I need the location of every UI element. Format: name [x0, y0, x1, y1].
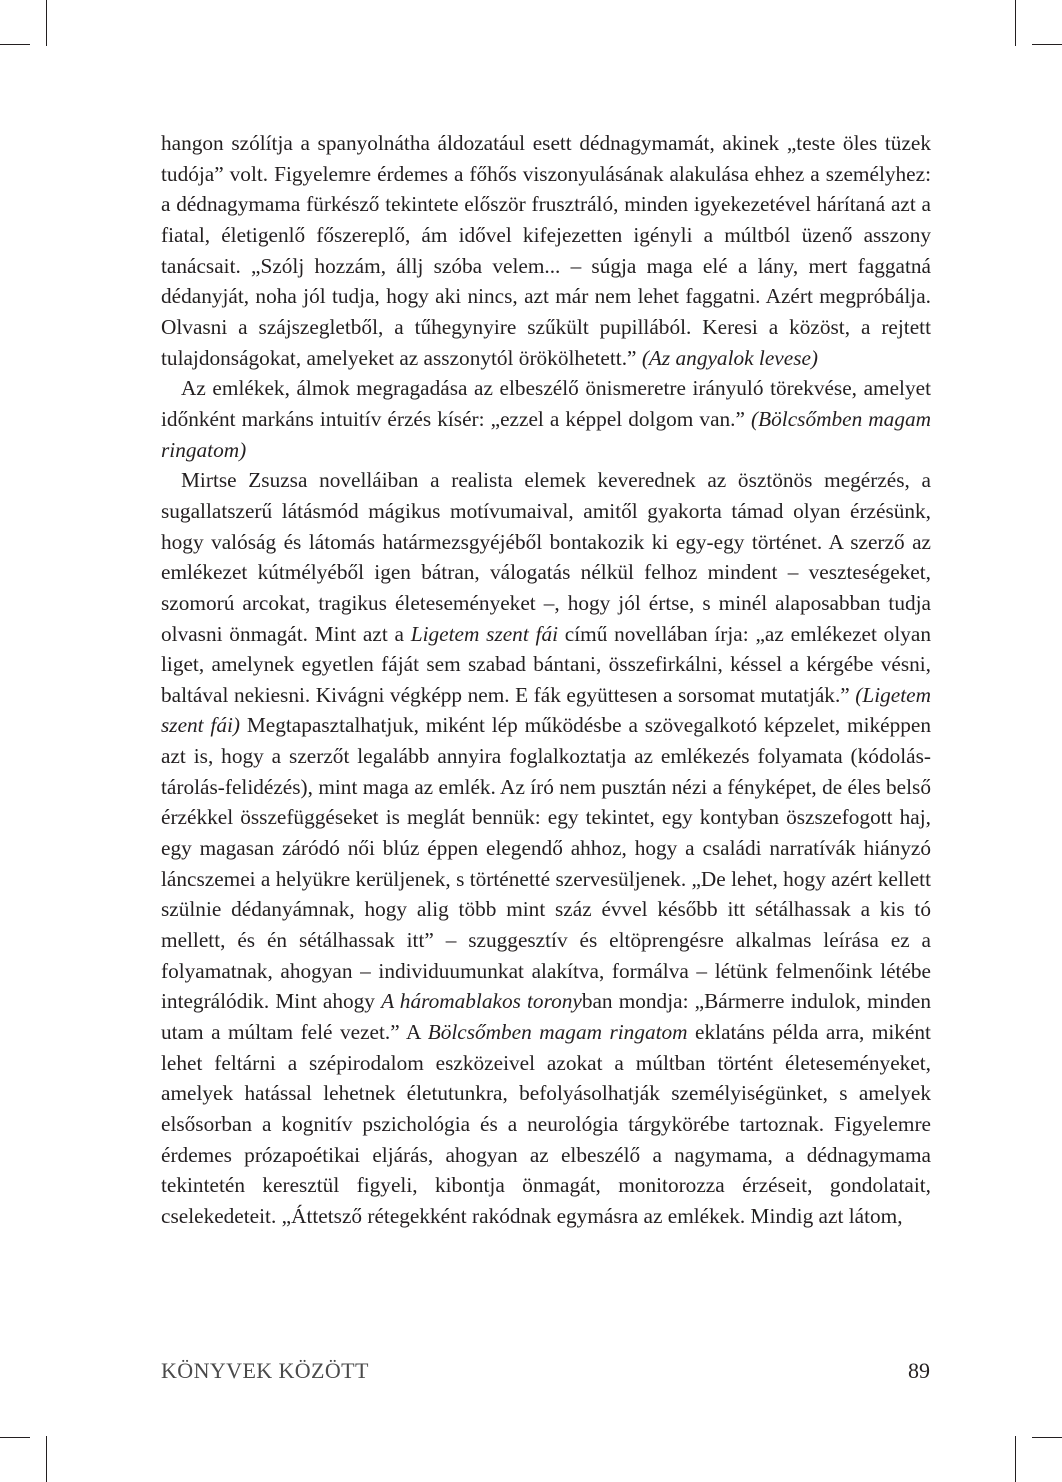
text-span: hangon szólítja a spanyolnátha áldozatául esett dédnagymamát, akinek „teste öles tüzek tudója” volt. Figyelemre érdemes a főhős viszonyulásának alakulása ehhez a személyhez: a dédnagymama fürkésző tekintete először frusztráló, minden igyekezetével hárítaná azt a fiatal, életigenlő főszereplő, ám idővel kifejezetten igényli a múltból üzenő asszony tanácsait. „Szólj hozzám, állj szóba velem... – súgja maga elé a lány, mert faggatná dédanyját, noha jól tudja, hogy aki nincs, azt már nem lehet faggatni. Azért megpróbálja. Olvasni a szájszegletből, a tűhegynyire szűkült pupillából. Keresi a közöst, a rejtett tulajdonságokat, amelyeket az asszonytól örökölhetett.” [161, 131, 931, 370]
running-footer-title: KÖNYVEK KÖZÖTT [161, 1358, 369, 1383]
text-span: Megtapasztalhatjuk, miként lép működésbe a szövegalkotó képzelet, miképpen azt is, hogy a szerzőt legalább annyira foglalkoztatja az emlékezés folyamata (kódolás-tárolás-felidézés), mint maga az emlék. Az író nem pusztán nézi a fényképet, de éles belső érzékkel összefüggéseket is meglát bennük: egy tekintet, egy kontyban öszszefogott haj, egy magasan záródó női blúz éppen elegendő ahhoz, hogy a családi narratívák hiányzó láncszemei a helyükre kerüljenek, s történetté szervesüljenek. „De lehet, hogy azért kellett szülnie dédanyámnak, hogy alig több mint száz évvel később itt sétálhassak a kis tó mellett, és én sétálhassak itt” – szuggesztív és eltöprengésre alkalmas leírása ez a folyamatnak, ahogyan – individuumunkat alakítva, formálva – létünk felmenőink létébe integrálódik. Mint ahogy [161, 713, 932, 1014]
text-span: eklatáns példa arra, miként lehet feltárni a szépirodalom eszközeivel azokat a múltban történt életeseményeket, amelyek hatással lehetnek életutunkra, befolyásolhatják személyiségünket, s amelyek elsősorban a kognitív pszichológia és a neurológia tárgykörébe tartoznak. Figyelemre érdemes prózapoétikai eljárás, ahogyan az elbeszélő a nagymama, a dédnagymama tekintetén keresztül figyeli, kibontja önmagát, monitorozza érzéseit, gondolatait, cselekedeteit. „Áttetsző rétegekként rakódnak egymásra az emlékek. Mindig azt látom, [161, 1020, 931, 1228]
body-text [161, 128, 931, 1232]
page-number: 89 [908, 1358, 930, 1383]
text-span: Mirtse Zsuzsa novelláiban a realista elemek keverednek az ösztönös megérzés, a sugallatszerű látásmód mágikus motívumaival, amitől gyakorta támad olyan érzésünk, hogy valóság és látomás határmezsgyéjéből bontakozik ki egy-egy történet. A szerző az emlékezet kútmélyéből igen bátran, válogatás nélkül felhoz mindent – veszteségeket, szomorú arcokat, tragikus életeseményeket –, hogy jól értse, s minél alaposabban tudja olvasni önmagát. Mint azt a [161, 468, 931, 646]
crop-mark-top-left-vertical [46, 0, 47, 46]
text-span: című novellában írja: „az emlékezet olyan liget, amelynek egyetlen fáját sem szabad bántani, összefirkálni, késsel a kérgébe vésni, baltával nekiesni. Kivágni végképp nem. E fák együttesen a sorsomat mutatják.” [161, 621, 931, 707]
paragraph [161, 373, 931, 465]
crop-mark-top-right-horizontal [1032, 44, 1062, 45]
paragraph [161, 128, 931, 373]
italic-title-span: (Ligetem szent fái) [161, 682, 931, 738]
italic-title-span: Ligetem szent fái [410, 621, 559, 646]
italic-title-span: Bölcsőmben magam ringatom [427, 1020, 688, 1045]
text-span: Az emlékek, álmok megragadása az elbeszélő önismeretre irányuló törekvése, amelyet időnként markáns intuitív érzés kísér: „ezzel a képpel dolgom van.” [161, 376, 931, 431]
crop-mark-bottom-left-horizontal [0, 1437, 30, 1438]
crop-mark-bottom-right-horizontal [1032, 1437, 1062, 1438]
italic-title-span: (Az angyalok levese) [641, 345, 819, 370]
text-span: ban mondja: „Bármerre indulok, minden utam a múltam felé vezet.” A [161, 989, 931, 1045]
italic-title-span: (Bölcsőmben magam ringatom) [161, 406, 931, 462]
crop-mark-top-right-vertical [1015, 0, 1016, 46]
crop-mark-bottom-right-vertical [1015, 1436, 1016, 1482]
crop-mark-bottom-left-vertical [46, 1436, 47, 1482]
crop-mark-top-left-horizontal [0, 44, 30, 45]
italic-title-span: A háromablakos torony [381, 989, 582, 1014]
paragraph [161, 465, 931, 1231]
